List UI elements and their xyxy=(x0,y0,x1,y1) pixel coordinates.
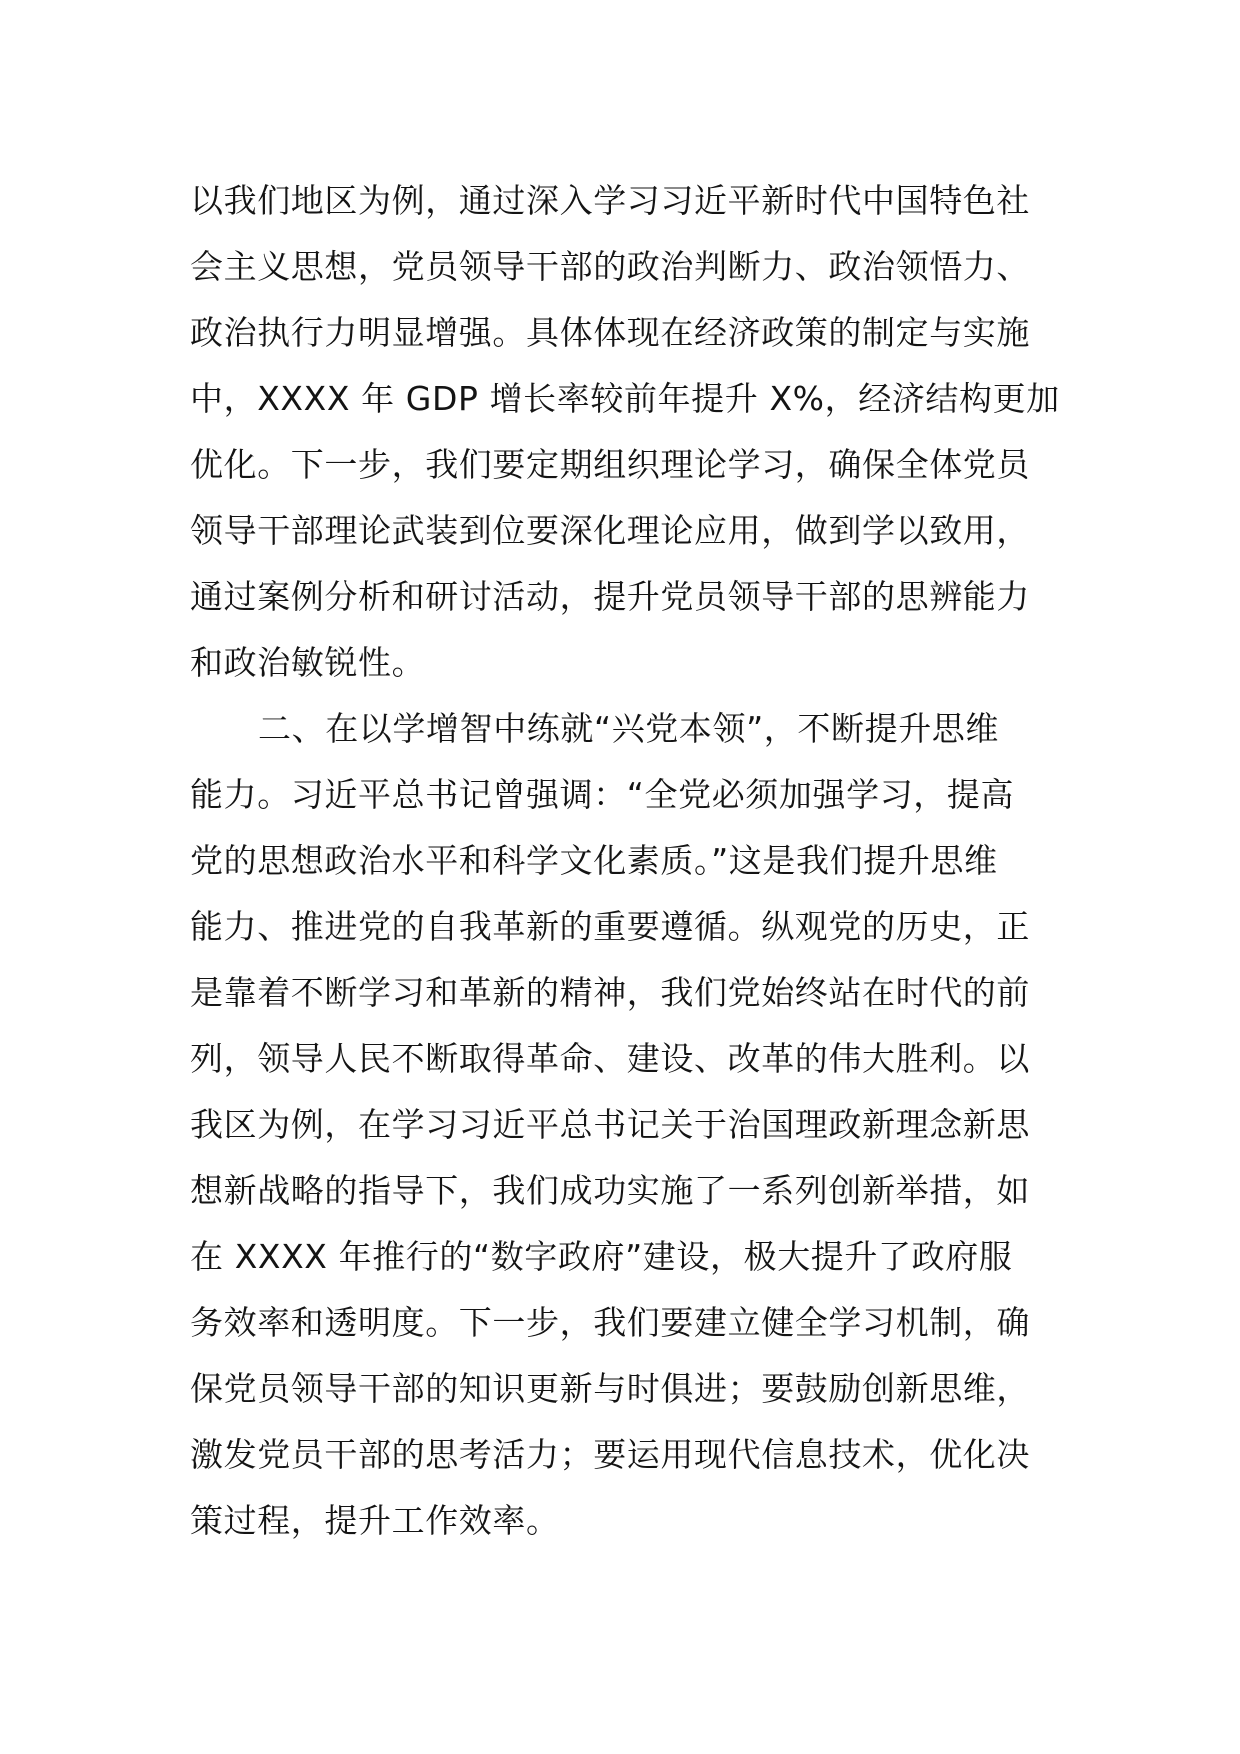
text-line: 和政治敏锐性。 xyxy=(190,643,426,682)
text-line: 优化。下一步，我们要定期组织理论学习，确保全体党员 xyxy=(190,445,1030,484)
text-line: 党的思想政治水平和科学文化素质。”这是我们提升思维 xyxy=(190,841,998,880)
text-line: 想新战略的指导下，我们成功实施了一系列创新举措，如 xyxy=(190,1171,1030,1210)
text-line: 政治执行力明显增强。具体体现在经济政策的制定与实施 xyxy=(190,313,1030,352)
text-line: 策过程，提升工作效率。 xyxy=(190,1501,560,1540)
section-heading-line: 二、在以学增智中练就“兴党本领”，不断提升思维 xyxy=(258,709,999,748)
text-line: 是靠着不断学习和革新的精神，我们党始终站在时代的前 xyxy=(190,973,1030,1012)
text-line: 务效率和透明度。下一步，我们要建立健全学习机制，确 xyxy=(190,1303,1030,1342)
text-line: 列，领导人民不断取得革命、建设、改革的伟大胜利。以 xyxy=(190,1039,1030,1078)
text-line: 领导干部理论武装到位要深化理论应用，做到学以致用， xyxy=(190,511,1030,550)
text-line: 我区为例，在学习习近平总书记关于治国理政新理念新思 xyxy=(190,1105,1030,1144)
text-line: 保党员领导干部的知识更新与时俱进；要鼓励创新思维， xyxy=(190,1369,1030,1408)
body-text xyxy=(190,168,1070,1554)
text-line: 以我们地区为例，通过深入学习习近平新时代中国特色社 xyxy=(190,181,1030,220)
text-line: 通过案例分析和研讨活动，提升党员领导干部的思辨能力 xyxy=(190,577,1030,616)
text-line: 能力、推进党的自我革新的重要遵循。纵观党的历史，正 xyxy=(190,907,1030,946)
text-line: 会主义思想，党员领导干部的政治判断力、政治领悟力、 xyxy=(190,247,1030,286)
text-line: 中，XXXX 年 GDP 增长率较前年提升 X%，经济结构更加 xyxy=(190,379,1060,418)
text-line: 激发党员干部的思考活力；要运用现代信息技术，优化决 xyxy=(190,1435,1030,1474)
text-line: 能力。习近平总书记曾强调：“全党必须加强学习，提高 xyxy=(190,775,1015,814)
text-line: 在 XXXX 年推行的“数字政府”建设，极大提升了政府服 xyxy=(190,1237,1013,1276)
